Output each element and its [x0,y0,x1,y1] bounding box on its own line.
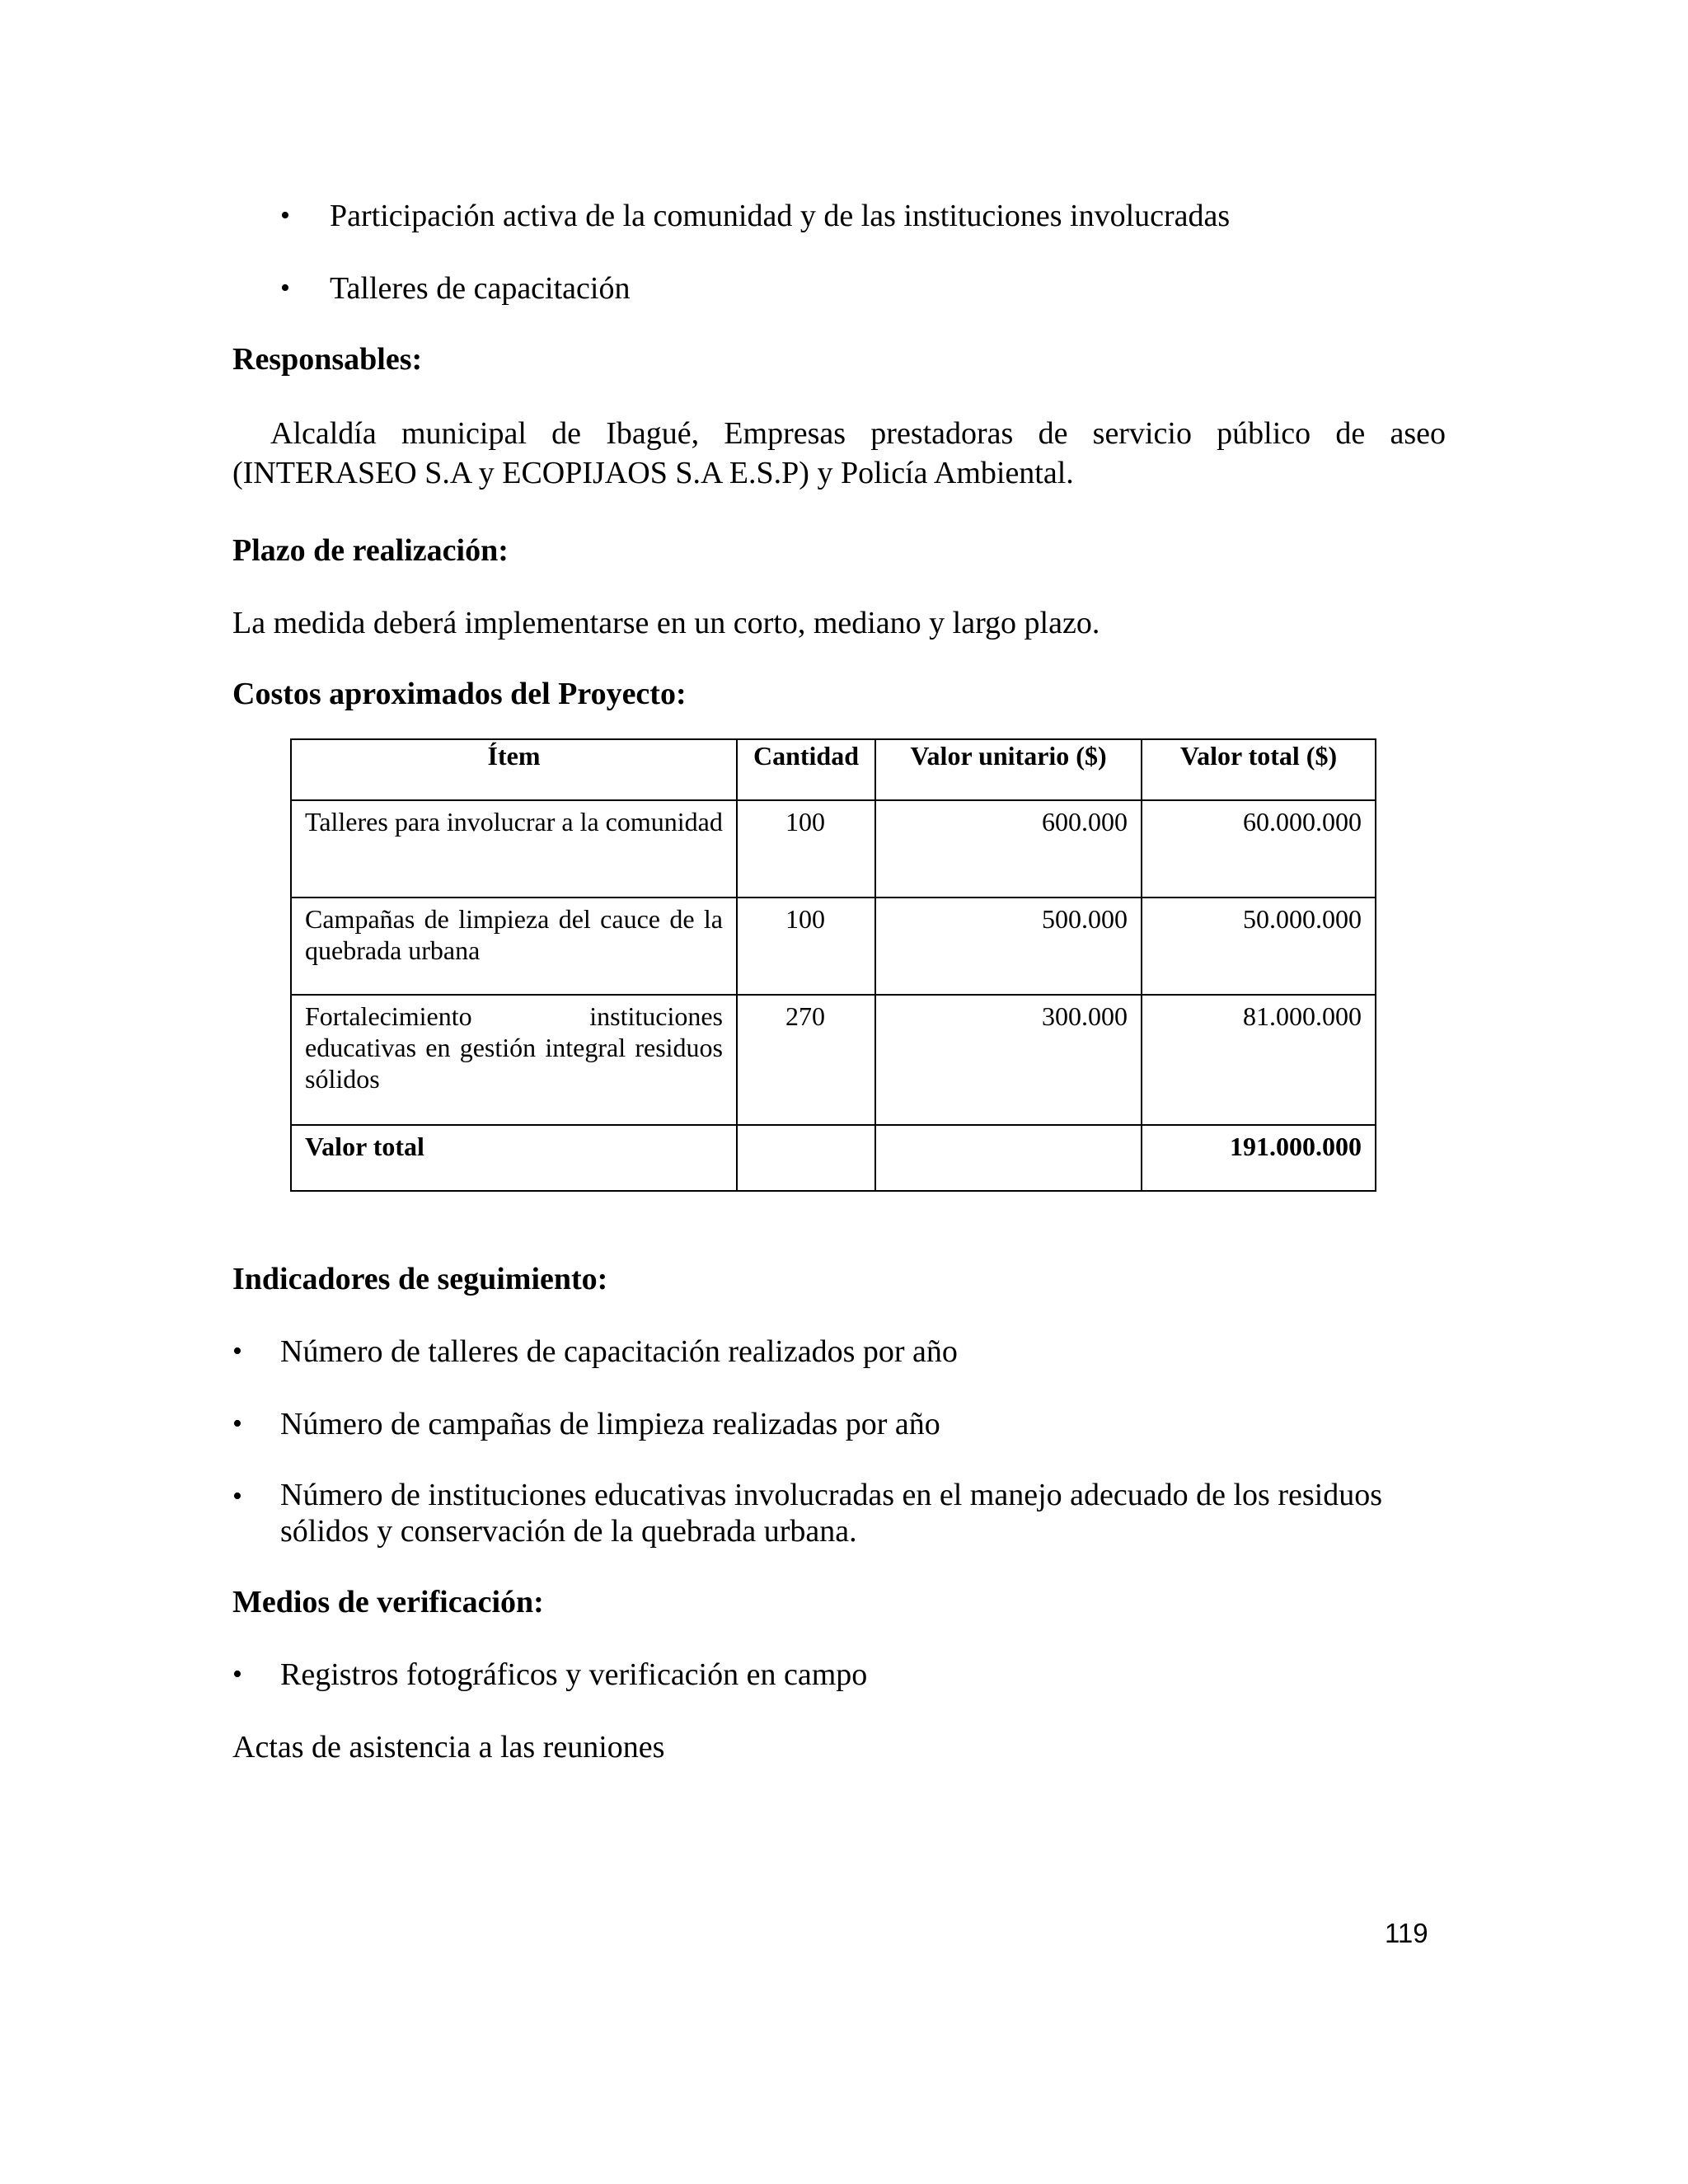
cell-empty [737,1125,875,1191]
cell-valor-unitario: 500.000 [875,898,1142,995]
column-header-valor-unitario: Valor unitario ($) [875,739,1142,800]
bullet-marker: • [232,1481,242,1511]
cell-item: Fortalecimiento instituciones educativas en gestión integral residuos sólidos [291,995,737,1125]
indicador-item: Número de instituciones educativas involucradas en el manejo adecuado de los residuos sólidos y conservación de la quebrada urbana. [280,1478,1382,1549]
cell-valor-total: 60.000.000 [1142,800,1376,898]
cell-valor-total: 81.000.000 [1142,995,1376,1125]
medios-trailing-text: Actas de asistencia a las reuniones [232,1730,665,1765]
bullet-marker: • [232,1336,242,1366]
cell-item: Campañas de limpieza del cauce de la quebrada urbana [291,898,737,995]
bullet-talleres: Talleres de capacitación [330,271,631,306]
cell-cantidad: 270 [737,995,875,1125]
cell-item: Talleres para involucrar a la comunidad [291,800,737,898]
indicadores-heading: Indicadores de seguimiento: [232,1262,608,1296]
table-total-row [291,1125,1376,1191]
cell-total-label: Valor total [291,1125,737,1191]
bullet-marker: • [280,200,290,231]
responsables-text: Alcaldía municipal de Ibagué, Empresas prestadoras de servicio público de aseo (INTERASEO S.A y ECOPIJAOS S.A E.S.P) y Policía Ambiental. [232,416,1446,490]
table-row [291,995,1376,1125]
bullet-marker: • [280,273,290,303]
cell-cantidad: 100 [737,800,875,898]
table-row [291,898,1376,995]
cell-empty [875,1125,1142,1191]
cell-valor-total: 50.000.000 [1142,898,1376,995]
bullet-participacion: Participación activa de la comunidad y de las instituciones involucradas [330,199,1231,233]
responsables-heading: Responsables: [232,342,423,377]
costos-heading: Costos aproximados del Proyecto: [232,677,687,711]
cell-valor-unitario: 600.000 [875,800,1142,898]
bullet-marker: • [232,1408,242,1439]
table-header-row [291,739,1376,800]
column-header-cantidad: Cantidad [737,739,875,800]
cell-total-value: 191.000.000 [1142,1125,1376,1191]
column-header-valor-total: Valor total ($) [1142,739,1376,800]
medios-heading: Medios de verificación: [232,1585,544,1619]
plazo-heading: Plazo de realización: [232,533,509,568]
cell-cantidad: 100 [737,898,875,995]
plazo-text: La medida deberá implementarse en un corto, mediano y largo plazo. [232,606,1100,640]
page-number: 119 [1385,1918,1428,1948]
bullet-marker: • [232,1659,242,1690]
column-header-item: Ítem [291,739,737,800]
cell-valor-unitario: 300.000 [875,995,1142,1125]
indicador-item: Número de campañas de limpieza realizadas por año [280,1407,940,1441]
table-row [291,800,1376,898]
costs-table [290,738,1376,1192]
indicador-item: Número de talleres de capacitación realizados por año [280,1334,958,1369]
medios-item: Registros fotográficos y verificación en campo [280,1657,868,1692]
